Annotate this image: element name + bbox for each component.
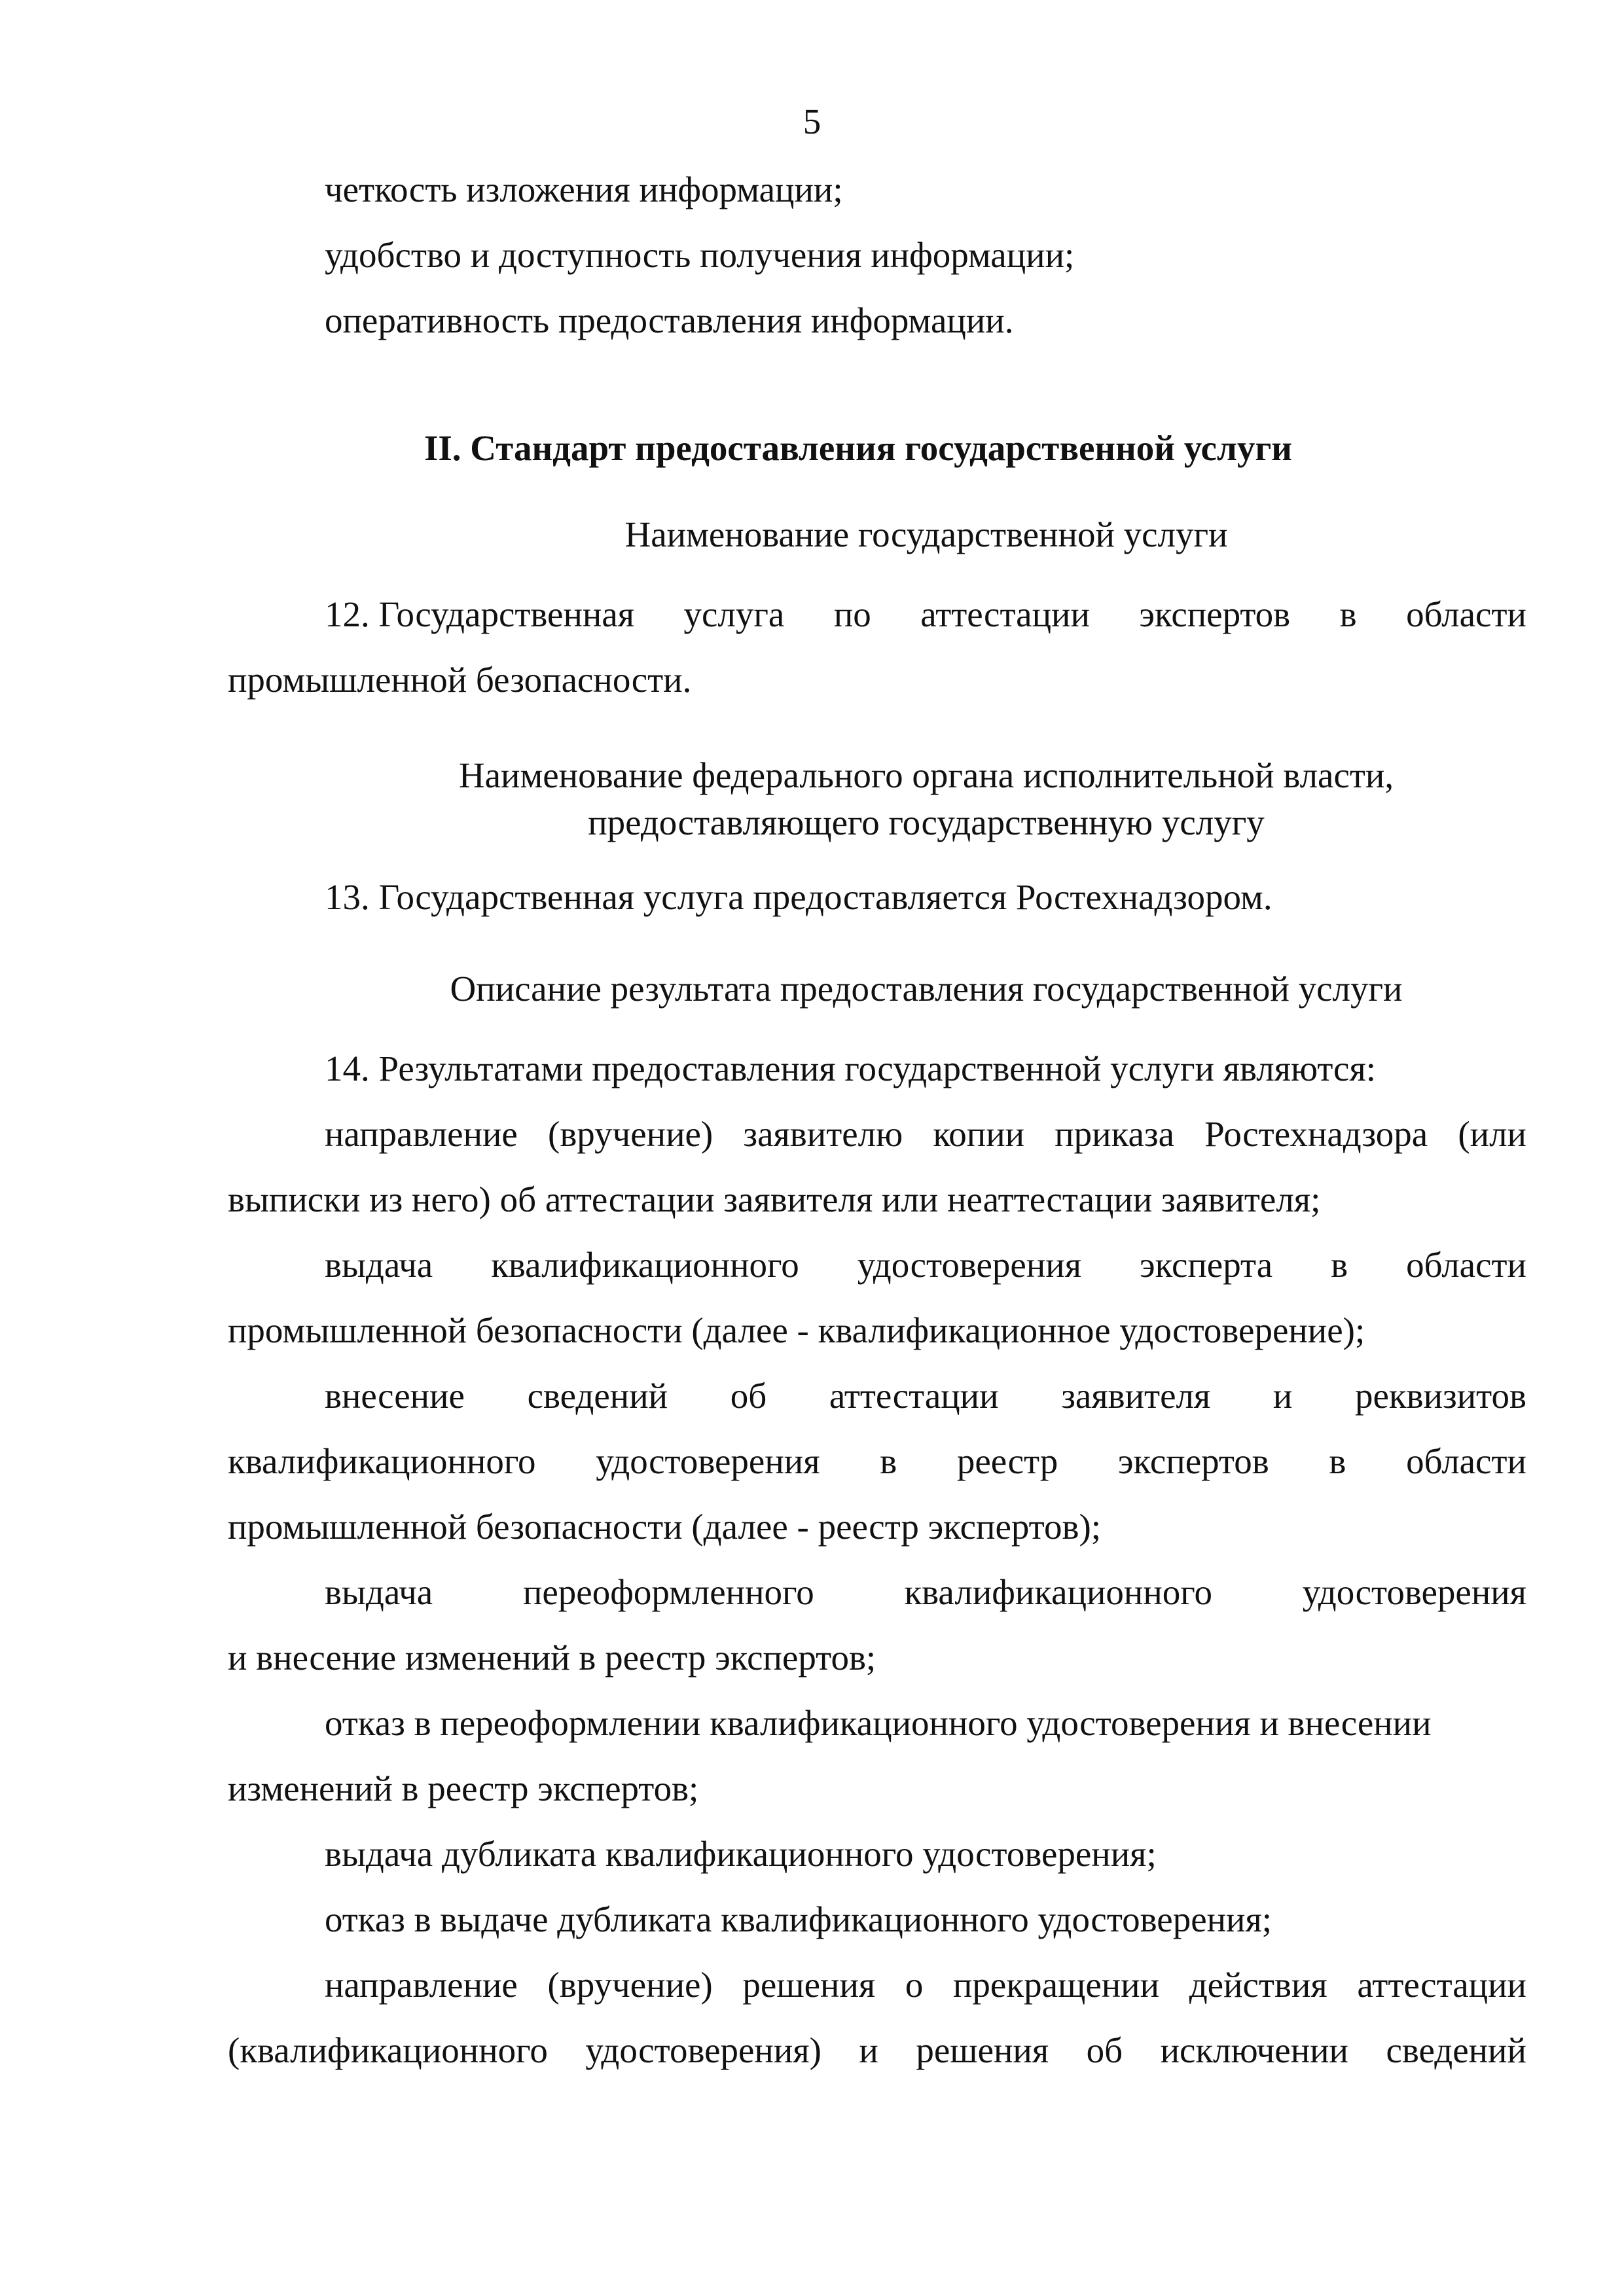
word: аттестации <box>1357 1965 1526 2005</box>
word: исключении <box>1160 2030 1348 2070</box>
word: (вручение) <box>548 1114 713 1154</box>
word: удостоверения) <box>585 2030 821 2070</box>
result-item-1-line-2: выписки из него) об аттестации заявителя или неаттестации заявителя; <box>228 1179 1321 1219</box>
intro-item: удобство и доступность получения информации; <box>325 235 1075 275</box>
result-item-8-line-2 <box>228 2018 1526 2083</box>
subsection-heading: Наименование государственной услуги <box>624 514 1228 554</box>
word: 12. Государственная <box>325 594 635 634</box>
result-item-1-line-1 <box>228 1102 1526 1167</box>
paragraph-12-line-1 <box>228 582 1526 647</box>
word: реестр <box>956 1441 1058 1481</box>
word: заявителю <box>743 1114 903 1154</box>
result-item-3-line-1 <box>228 1363 1526 1429</box>
word: реквизитов <box>1354 1376 1526 1416</box>
subsection-heading-line-1: Наименование федерального органа исполнительной власти, <box>458 755 1394 795</box>
result-item-2-line-2: промышленной безопасности (далее - квалификационное удостоверение); <box>228 1310 1365 1350</box>
word: аттестации <box>829 1376 999 1416</box>
document-body <box>228 157 1526 2083</box>
word: Ростехнадзора <box>1204 1114 1428 1154</box>
word: (квалификационного <box>228 2030 548 2070</box>
word: по <box>833 594 871 634</box>
word: квалификационного <box>228 1441 536 1481</box>
word: приказа <box>1055 1114 1175 1154</box>
word: и <box>859 2030 878 2070</box>
word: об <box>730 1376 767 1416</box>
intro-item: четкость изложения информации; <box>325 170 843 209</box>
word: прекращении <box>953 1965 1160 2005</box>
word: области <box>1406 1245 1526 1285</box>
word: о <box>905 1965 924 2005</box>
paragraph-13: 13. Государственная услуга предоставляется Ростехнадзором. <box>325 877 1272 917</box>
section-title: II. Стандарт предоставления государственной услуги <box>424 428 1292 468</box>
result-item-5-line-2: изменений в реестр экспертов; <box>228 1768 699 1808</box>
word: об <box>1086 2030 1123 2070</box>
word: решения <box>742 1965 876 2005</box>
word: эксперта <box>1140 1245 1273 1285</box>
result-item-6: выдача дубликата квалификационного удостоверения; <box>325 1834 1157 1874</box>
result-item-7: отказ в выдаче дубликата квалификационного удостоверения; <box>325 1899 1272 1939</box>
word: выдача <box>325 1572 433 1612</box>
word: услуга <box>683 594 785 634</box>
word: в <box>1339 594 1357 634</box>
page-number: 5 <box>803 101 821 141</box>
word: сведений <box>1386 2030 1526 2070</box>
word: действия <box>1189 1965 1327 2005</box>
word: в <box>1329 1441 1346 1481</box>
word: (или <box>1458 1114 1526 1154</box>
word: заявителя <box>1061 1376 1211 1416</box>
intro-item: оперативность предоставления информации. <box>325 300 1014 340</box>
word: решения <box>916 2030 1049 2070</box>
result-item-4-line-2: и внесение изменений в реестр экспертов; <box>228 1638 876 1677</box>
result-item-5-line-1: отказ в переоформлении квалификационного удостоверения и внесении <box>325 1703 1432 1743</box>
word: направление <box>325 1114 518 1154</box>
word: в <box>880 1441 897 1481</box>
word: в <box>1331 1245 1348 1285</box>
word: удостоверения <box>596 1441 820 1481</box>
word: сведений <box>527 1376 668 1416</box>
word: экспертов <box>1139 594 1291 634</box>
word: направление <box>325 1965 518 2005</box>
result-item-2-line-1 <box>228 1232 1526 1298</box>
word: (вручение) <box>547 1965 713 2005</box>
word: области <box>1406 594 1526 634</box>
word: переоформленного <box>522 1572 814 1612</box>
word: удостоверения <box>1302 1572 1526 1612</box>
paragraph-12-line-2: промышленной безопасности. <box>228 660 692 700</box>
result-item-4-line-1 <box>228 1560 1526 1625</box>
result-item-3-line-2 <box>228 1429 1526 1494</box>
word: копии <box>933 1114 1025 1154</box>
paragraph-14-intro: 14. Результатами предоставления государственной услуги являются: <box>325 1049 1377 1088</box>
subsection-heading-line-2: предоставляющего государственную услугу <box>588 802 1265 842</box>
result-item-3-line-3: промышленной безопасности (далее - реестр экспертов); <box>228 1507 1102 1547</box>
word: экспертов <box>1117 1441 1269 1481</box>
word: и <box>1272 1376 1293 1416</box>
word: области <box>1406 1441 1526 1481</box>
word: квалификационного <box>904 1572 1212 1612</box>
word: аттестации <box>920 594 1090 634</box>
word: квалификационного <box>491 1245 799 1285</box>
result-item-8-line-1 <box>228 1952 1526 2018</box>
word: выдача <box>325 1245 433 1285</box>
word: внесение <box>325 1376 465 1416</box>
word: удостоверения <box>857 1245 1081 1285</box>
subsection-heading: Описание результата предоставления государственной услуги <box>450 969 1403 1009</box>
